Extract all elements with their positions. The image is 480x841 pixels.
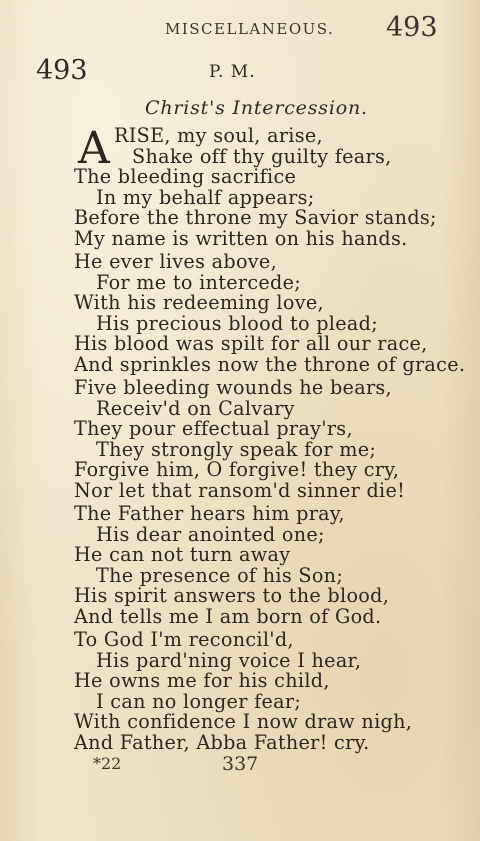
verse-line: His precious blood to plead;: [96, 311, 378, 335]
hymn-stanzas: [74, 123, 474, 756]
verse-line: The bleeding sacrifice: [74, 165, 297, 188]
verse-line: Shake off thy guilty fears,: [132, 144, 392, 168]
verse-line: And Father, Abba Father! cry.: [74, 730, 370, 754]
drop-cap: A: [78, 123, 111, 174]
verse-line: They pour effectual pray'rs,: [74, 417, 353, 440]
verse-line: Forgive him, O forgive! they cry,: [74, 458, 400, 481]
verse-line: His spirit answers to the blood,: [74, 584, 390, 607]
verse-line: Nor let that ransom'd sinner die!: [74, 478, 406, 502]
verse-line: With his redeeming love,: [74, 291, 324, 314]
running-head: MISCELLANEOUS.: [165, 20, 335, 38]
hymn-number: 493: [36, 55, 88, 86]
verse-line: For me to intercede;: [96, 270, 302, 294]
verse-line: The presence of his Son;: [96, 563, 344, 587]
verse-line: Five bleeding wounds he bears,: [74, 376, 392, 399]
page-number-bottom: 337: [222, 753, 259, 775]
verse-line: His blood was spilt for all our race,: [74, 332, 428, 355]
verse-line: In my behalf appears;: [96, 185, 315, 209]
verse-line: Receiv'd on Calvary: [96, 396, 295, 420]
stanza: [74, 504, 474, 627]
verse-line-text: RISE, my soul, arise,: [114, 124, 323, 147]
verse-line: To God I'm reconcil'd,: [74, 628, 294, 651]
hymn-title: Christ's Intercession.: [145, 97, 368, 119]
verse-line: He can not turn away: [74, 543, 291, 566]
stanza: [74, 378, 474, 501]
verse-line: They strongly speak for me;: [96, 437, 377, 461]
verse-line: The Father hears him pray,: [74, 502, 345, 525]
signature-mark: *22: [93, 754, 122, 773]
verse-line: And sprinkles now the throne of grace.: [74, 352, 466, 376]
verse-line: He ever lives above,: [74, 250, 277, 273]
page-number-top: 493: [386, 12, 438, 43]
verse-line: He owns me for his child,: [74, 669, 330, 692]
stanza: [74, 123, 474, 250]
verse-line: And tells me I am born of God.: [74, 604, 382, 628]
stanza: [74, 630, 474, 753]
verse-line: His dear anointed one;: [96, 522, 325, 546]
verse-line: Before the throne my Savior stands;: [74, 206, 437, 229]
verse-line: My name is written on his hands.: [74, 226, 408, 250]
stanza: [74, 252, 474, 375]
verse-line: His pard'ning voice I hear,: [96, 648, 362, 672]
verse-line: I can no longer fear;: [96, 689, 302, 713]
hymn-meter: P. M.: [209, 62, 256, 82]
verse-line: With confidence I now draw nigh,: [74, 710, 413, 733]
